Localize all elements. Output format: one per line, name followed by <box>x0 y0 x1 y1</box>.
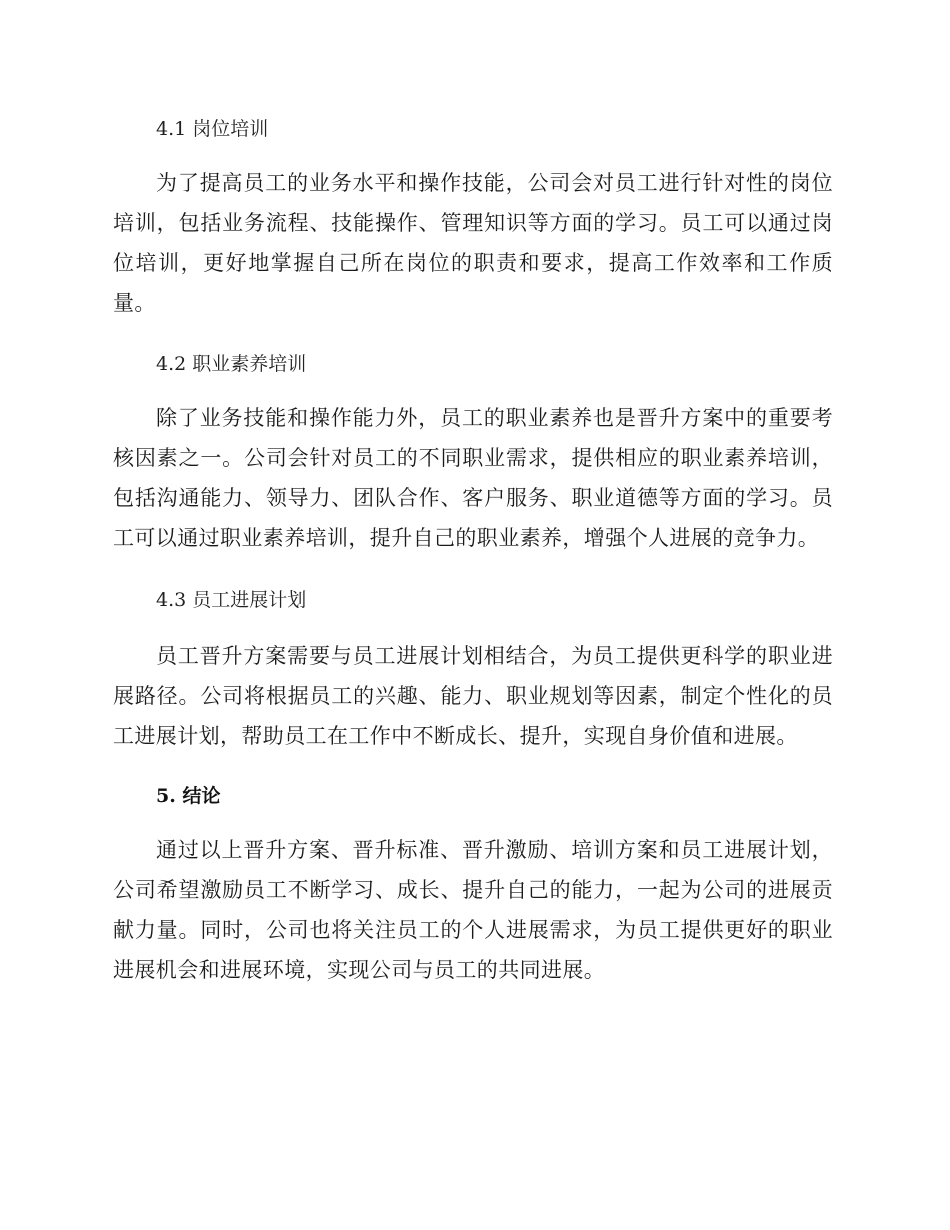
section-paragraph-4-2: 除了业务技能和操作能力外，员工的职业素养也是晋升方案中的重要考核因素之一。公司会针对员工的不同职业需求，提供相应的职业素养培训，包括沟通能力、领导力、团队合作、客户服务、职业道德等方面的学习。员工可以通过职业素养培训，提升自己的职业素养，增强个人进展的竞争力。 <box>113 406 833 550</box>
conclusion-heading: 5. 结论 <box>156 785 221 807</box>
conclusion-paragraph: 通过以上晋升方案、晋升标准、晋升激励、培训方案和员工进展计划，公司希望激励员工不断学习、成长、提升自己的能力，一起为公司的进展贡献力量。同时，公司也将关注员工的个人进展需求，为员工提供更好的职业进展机会和进展环境，实现公司与员工的共同进展。 <box>113 838 833 982</box>
section-heading-4-2: 4.2 职业素养培训 <box>156 353 307 375</box>
section-heading-4-3: 4.3 员工进展计划 <box>156 589 307 611</box>
section-paragraph-4-1: 为了提高员工的业务水平和操作技能，公司会对员工进行针对性的岗位培训，包括业务流程、技能操作、管理知识等方面的学习。员工可以通过岗位培训，更好地掌握自己所在岗位的职责和要求，提高工作效率和工作质量。 <box>113 171 833 315</box>
section-heading-4-1: 4.1 岗位培训 <box>156 118 269 140</box>
section-paragraph-4-3: 员工晋升方案需要与员工进展计划相结合，为员工提供更科学的职业进展路径。公司将根据员工的兴趣、能力、职业规划等因素，制定个性化的员工进展计划，帮助员工在工作中不断成长、提升，实现自身价值和进展。 <box>113 644 833 748</box>
